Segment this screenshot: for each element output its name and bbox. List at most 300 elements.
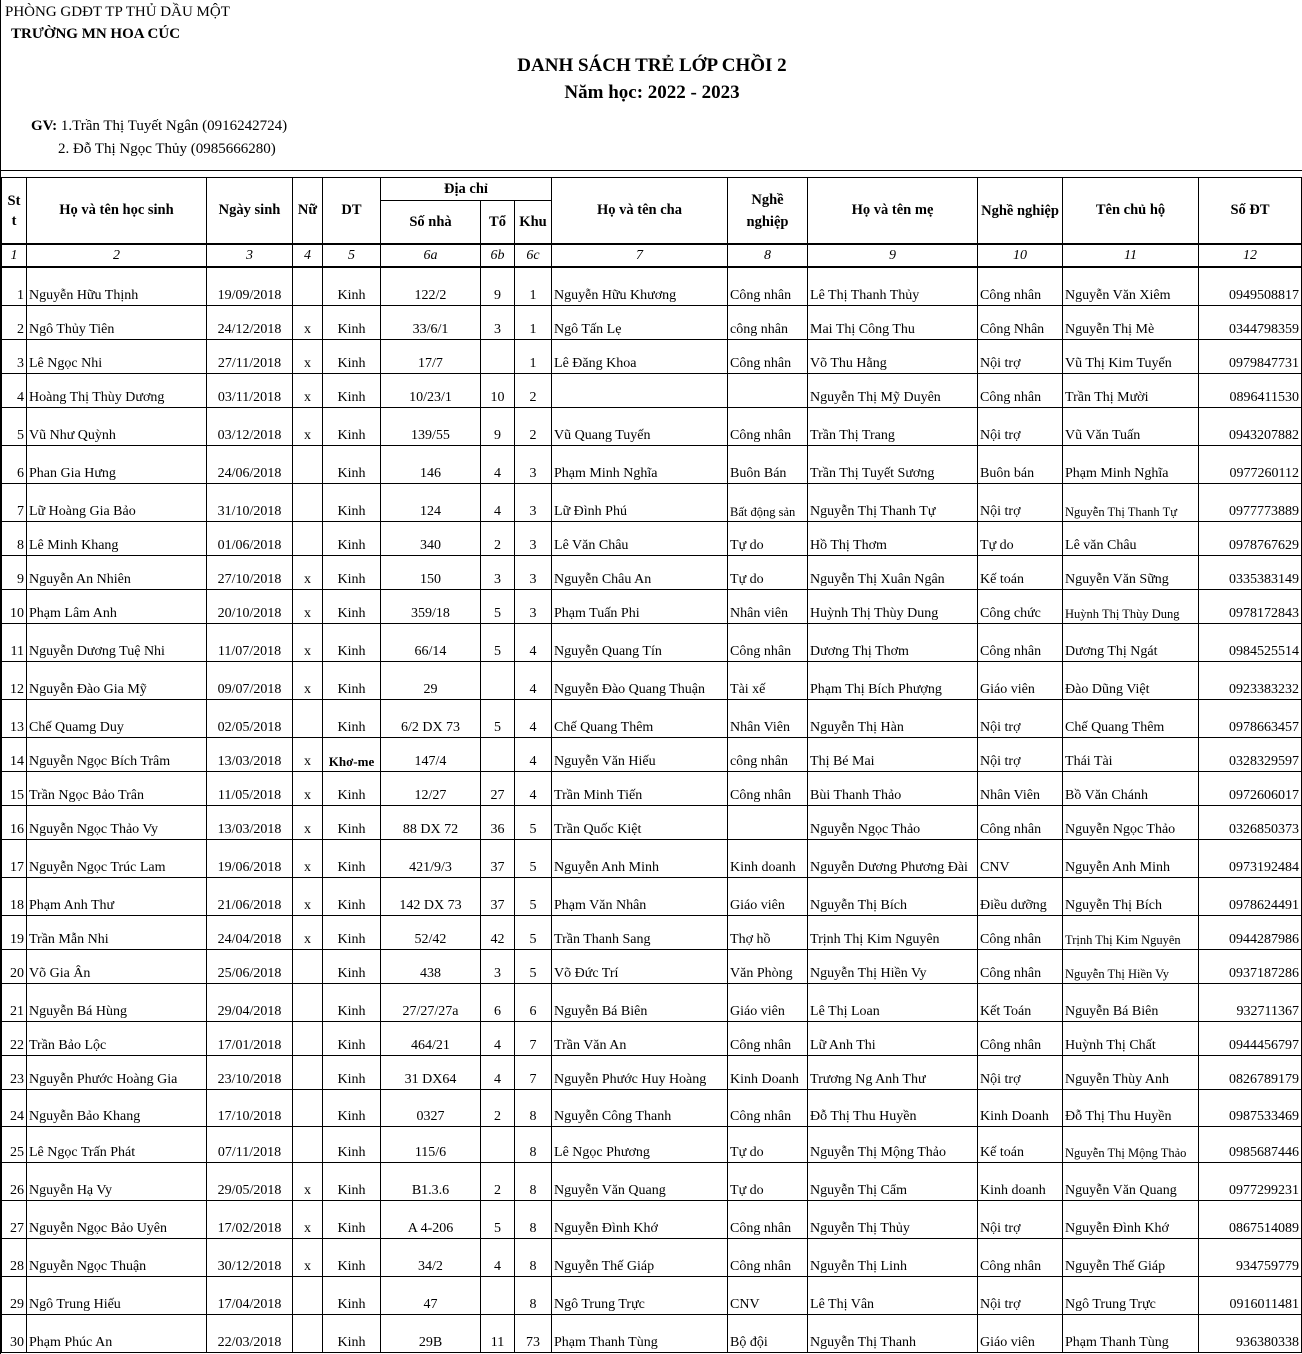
- khu-cell: 3: [515, 483, 552, 521]
- col-mother-job: Nghề nghiệp: [978, 178, 1063, 245]
- father-name-cell: Ngô Tấn Lẹ: [552, 305, 728, 339]
- mother-job-cell: Nội trợ: [978, 699, 1063, 737]
- household-head-cell: Nguyễn Thị Hiền Vy: [1063, 949, 1199, 983]
- khu-cell: 7: [515, 1055, 552, 1089]
- stt-cell: 14: [2, 737, 27, 771]
- father-job-cell: Giáo viên: [728, 877, 808, 915]
- student-name-cell: Nguyễn An Nhiên: [27, 555, 207, 589]
- mother-job-cell: Tự do: [978, 521, 1063, 555]
- student-name-cell: Nguyễn Dương Tuệ Nhi: [27, 623, 207, 661]
- mother-job-cell: Công nhân: [978, 805, 1063, 839]
- dob-cell: 20/10/2018: [207, 589, 293, 623]
- house-number-cell: 88 DX 72: [381, 805, 481, 839]
- mother-name-cell: Trịnh Thị Kim Nguyên: [808, 915, 978, 949]
- student-name-cell: Nguyễn Đào Gia Mỹ: [27, 661, 207, 699]
- house-number-cell: 10/23/1: [381, 373, 481, 407]
- table-row: [2, 305, 1302, 339]
- khu-cell: 2: [515, 407, 552, 445]
- mother-name-cell: Nguyễn Thị Mộng Thảo: [808, 1126, 978, 1162]
- teacher-2: 2. Đỗ Thị Ngọc Thủy (0985666280): [58, 141, 276, 157]
- house-number-cell: 340: [381, 521, 481, 555]
- table-row: [2, 445, 1302, 483]
- phone-cell: 0977773889: [1199, 483, 1302, 521]
- ethnic-cell: Kinh: [323, 805, 381, 839]
- table-row: [2, 1055, 1302, 1089]
- father-job-cell: Tự do: [728, 1126, 808, 1162]
- dob-cell: 13/03/2018: [207, 805, 293, 839]
- father-job-cell: Tự do: [728, 555, 808, 589]
- dob-cell: 17/02/2018: [207, 1200, 293, 1238]
- col-to: Tổ: [481, 201, 515, 245]
- to-cell: 3: [481, 949, 515, 983]
- student-name-cell: Ngô Thủy Tiên: [27, 305, 207, 339]
- household-head-cell: Phạm Thanh Tùng: [1063, 1314, 1199, 1352]
- to-cell: 37: [481, 877, 515, 915]
- house-number-cell: 421/9/3: [381, 839, 481, 877]
- household-head-cell: Vũ Văn Tuấn: [1063, 407, 1199, 445]
- stt-cell: 2: [2, 305, 27, 339]
- father-name-cell: Nguyễn Đình Khớ: [552, 1200, 728, 1238]
- mother-name-cell: Trần Thị Trang: [808, 407, 978, 445]
- student-rows: [2, 267, 1302, 1352]
- mother-name-cell: Nguyễn Dương Phương Đài: [808, 839, 978, 877]
- household-head-cell: Nguyễn Thị Mộng Thảo: [1063, 1126, 1199, 1162]
- father-job-cell: Công nhân: [728, 1238, 808, 1276]
- col-address: Địa chỉ: [381, 178, 552, 201]
- khu-cell: 7: [515, 1021, 552, 1055]
- father-job-cell: Công nhân: [728, 623, 808, 661]
- mother-job-cell: CNV: [978, 839, 1063, 877]
- household-head-cell: Nguyễn Thị Bích: [1063, 877, 1199, 915]
- col-dob: Ngày sinh: [207, 178, 293, 245]
- ethnic-cell: Kinh: [323, 483, 381, 521]
- phone-cell: 932711367: [1199, 983, 1302, 1021]
- mother-job-cell: Nội trợ: [978, 737, 1063, 771]
- table-row: [2, 839, 1302, 877]
- khu-cell: 5: [515, 915, 552, 949]
- mother-job-cell: Nội trợ: [978, 407, 1063, 445]
- female-cell: x: [293, 1200, 323, 1238]
- house-number-cell: 52/42: [381, 915, 481, 949]
- khu-cell: 4: [515, 771, 552, 805]
- female-cell: x: [293, 407, 323, 445]
- to-cell: [481, 339, 515, 373]
- table-row: [2, 1126, 1302, 1162]
- household-head-cell: Nguyễn Văn Xiêm: [1063, 267, 1199, 305]
- dob-cell: 19/09/2018: [207, 267, 293, 305]
- mother-name-cell: Nguyễn Thị Thanh: [808, 1314, 978, 1352]
- dob-cell: 29/05/2018: [207, 1162, 293, 1200]
- household-head-cell: Nguyễn Văn Quang: [1063, 1162, 1199, 1200]
- khu-cell: 3: [515, 521, 552, 555]
- house-number-cell: 115/6: [381, 1126, 481, 1162]
- table-row: [2, 949, 1302, 983]
- household-head-cell: Phạm Minh Nghĩa: [1063, 445, 1199, 483]
- to-cell: [481, 661, 515, 699]
- stt-cell: 23: [2, 1055, 27, 1089]
- stt-cell: 30: [2, 1314, 27, 1352]
- col-female: Nữ: [293, 178, 323, 245]
- khu-cell: 4: [515, 737, 552, 771]
- female-cell: x: [293, 877, 323, 915]
- to-cell: 9: [481, 267, 515, 305]
- mother-job-cell: Công nhân: [978, 623, 1063, 661]
- ethnic-cell: Kinh: [323, 339, 381, 373]
- khu-cell: 2: [515, 373, 552, 407]
- ethnic-cell: Kinh: [323, 699, 381, 737]
- female-cell: [293, 521, 323, 555]
- student-name-cell: Hoàng Thị Thùy Dương: [27, 373, 207, 407]
- stt-cell: 17: [2, 839, 27, 877]
- mother-name-cell: Phạm Thị Bích Phượng: [808, 661, 978, 699]
- column-number: 12: [1199, 244, 1302, 267]
- student-name-cell: Võ Gia Ân: [27, 949, 207, 983]
- table-row: [2, 1200, 1302, 1238]
- female-cell: x: [293, 589, 323, 623]
- student-name-cell: Nguyễn Hạ Vy: [27, 1162, 207, 1200]
- to-cell: 5: [481, 589, 515, 623]
- col-phone: Số ĐT: [1199, 178, 1302, 245]
- house-number-cell: 29: [381, 661, 481, 699]
- col-ethnic: DT: [323, 178, 381, 245]
- column-number: 5: [323, 244, 381, 267]
- stt-cell: 12: [2, 661, 27, 699]
- to-cell: 36: [481, 805, 515, 839]
- mother-name-cell: Nguyễn Ngọc Thảo: [808, 805, 978, 839]
- mother-name-cell: Thị Bé Mai: [808, 737, 978, 771]
- khu-cell: 8: [515, 1126, 552, 1162]
- father-job-cell: Tài xế: [728, 661, 808, 699]
- to-cell: 4: [481, 1021, 515, 1055]
- house-number-cell: B1.3.6: [381, 1162, 481, 1200]
- female-cell: x: [293, 915, 323, 949]
- mother-name-cell: Nguyễn Thị Linh: [808, 1238, 978, 1276]
- student-name-cell: Nguyễn Phước Hoàng Gia: [27, 1055, 207, 1089]
- father-name-cell: Nguyễn Châu An: [552, 555, 728, 589]
- dob-cell: 03/12/2018: [207, 407, 293, 445]
- khu-cell: 8: [515, 1162, 552, 1200]
- mother-job-cell: Điều dưỡng: [978, 877, 1063, 915]
- female-cell: [293, 267, 323, 305]
- ethnic-cell: Kinh: [323, 305, 381, 339]
- stt-cell: 18: [2, 877, 27, 915]
- father-job-cell: Công nhân: [728, 267, 808, 305]
- school-year: Năm học: 2022 - 2023: [564, 82, 740, 103]
- house-number-cell: 29B: [381, 1314, 481, 1352]
- father-job-cell: Công nhân: [728, 1200, 808, 1238]
- to-cell: 42: [481, 915, 515, 949]
- khu-cell: 8: [515, 1238, 552, 1276]
- table-row: [2, 267, 1302, 305]
- column-number-row: [2, 244, 1302, 267]
- female-cell: x: [293, 623, 323, 661]
- phone-cell: 0937187286: [1199, 949, 1302, 983]
- dob-cell: 22/03/2018: [207, 1314, 293, 1352]
- stt-cell: 26: [2, 1162, 27, 1200]
- mother-name-cell: Trương Ng Anh Thư: [808, 1055, 978, 1089]
- phone-cell: 0984525514: [1199, 623, 1302, 661]
- ethnic-cell: Kinh: [323, 1162, 381, 1200]
- khu-cell: 73: [515, 1314, 552, 1352]
- female-cell: x: [293, 1238, 323, 1276]
- teacher-line-1: [31, 118, 287, 135]
- father-name-cell: Lữ Đình Phú: [552, 483, 728, 521]
- stt-cell: 29: [2, 1276, 27, 1314]
- table-row: [2, 737, 1302, 771]
- father-job-cell: Công nhân: [728, 1089, 808, 1126]
- stt-cell: 8: [2, 521, 27, 555]
- ethnic-cell: Kinh: [323, 771, 381, 805]
- house-number-cell: 47: [381, 1276, 481, 1314]
- female-cell: [293, 445, 323, 483]
- father-name-cell: Nguyễn Phước Huy Hoàng: [552, 1055, 728, 1089]
- khu-cell: 3: [515, 445, 552, 483]
- dob-cell: 24/04/2018: [207, 915, 293, 949]
- mother-name-cell: Đỗ Thị Thu Huyền: [808, 1089, 978, 1126]
- father-job-cell: Bất động sản: [728, 483, 808, 521]
- to-cell: 4: [481, 445, 515, 483]
- mother-name-cell: Hồ Thị Thơm: [808, 521, 978, 555]
- table-row: [2, 1238, 1302, 1276]
- ethnic-cell: Kinh: [323, 267, 381, 305]
- to-cell: 11: [481, 1314, 515, 1352]
- stt-cell: 27: [2, 1200, 27, 1238]
- student-name-cell: Ngô Trung Hiếu: [27, 1276, 207, 1314]
- mother-job-cell: Kế toán: [978, 555, 1063, 589]
- household-head-cell: Nguyễn Thị Mè: [1063, 305, 1199, 339]
- stt-cell: 11: [2, 623, 27, 661]
- mother-name-cell: Dương Thị Thơm: [808, 623, 978, 661]
- mother-job-cell: Giáo viên: [978, 1314, 1063, 1352]
- stt-cell: 7: [2, 483, 27, 521]
- phone-cell: 0826789179: [1199, 1055, 1302, 1089]
- mother-job-cell: Kế toán: [978, 1126, 1063, 1162]
- father-name-cell: Phạm Tuấn Phi: [552, 589, 728, 623]
- col-household: Tên chủ hộ: [1063, 178, 1199, 245]
- divider: [1, 170, 1302, 171]
- female-cell: x: [293, 805, 323, 839]
- column-number: 2: [27, 244, 207, 267]
- mother-job-cell: Công nhân: [978, 1238, 1063, 1276]
- khu-cell: 4: [515, 623, 552, 661]
- phone-cell: 0978663457: [1199, 699, 1302, 737]
- student-name-cell: Nguyễn Ngọc Thảo Vy: [27, 805, 207, 839]
- house-number-cell: 27/27/27a: [381, 983, 481, 1021]
- stt-cell: 24: [2, 1089, 27, 1126]
- female-cell: x: [293, 339, 323, 373]
- to-cell: 5: [481, 623, 515, 661]
- phone-cell: 934759779: [1199, 1238, 1302, 1276]
- mother-name-cell: Võ Thu Hằng: [808, 339, 978, 373]
- phone-cell: 0944287986: [1199, 915, 1302, 949]
- female-cell: x: [293, 839, 323, 877]
- father-name-cell: Chế Quang Thêm: [552, 699, 728, 737]
- household-head-cell: Chế Quang Thêm: [1063, 699, 1199, 737]
- father-job-cell: [728, 373, 808, 407]
- father-job-cell: Kinh doanh: [728, 839, 808, 877]
- ethnic-cell: Kinh: [323, 521, 381, 555]
- dob-cell: 21/06/2018: [207, 877, 293, 915]
- father-name-cell: Trần Minh Tiến: [552, 771, 728, 805]
- mother-job-cell: Nội trợ: [978, 1055, 1063, 1089]
- student-name-cell: Nguyễn Ngọc Bích Trâm: [27, 737, 207, 771]
- table-row: [2, 877, 1302, 915]
- khu-cell: 8: [515, 1276, 552, 1314]
- house-number-cell: 12/27: [381, 771, 481, 805]
- dob-cell: 02/05/2018: [207, 699, 293, 737]
- mother-name-cell: Nguyễn Thị Thủy: [808, 1200, 978, 1238]
- col-father-job: Nghề nghiệp: [728, 178, 808, 245]
- khu-cell: 1: [515, 267, 552, 305]
- father-name-cell: Trần Văn An: [552, 1021, 728, 1055]
- house-number-cell: 139/55: [381, 407, 481, 445]
- father-name-cell: Nguyễn Công Thanh: [552, 1089, 728, 1126]
- khu-cell: 8: [515, 1200, 552, 1238]
- ethnic-cell: Kinh: [323, 373, 381, 407]
- house-number-cell: 146: [381, 445, 481, 483]
- khu-cell: 8: [515, 1089, 552, 1126]
- student-name-cell: Chế Quamg Duy: [27, 699, 207, 737]
- to-cell: 5: [481, 1200, 515, 1238]
- dob-cell: 29/04/2018: [207, 983, 293, 1021]
- father-job-cell: Bộ đội: [728, 1314, 808, 1352]
- dob-cell: 19/06/2018: [207, 839, 293, 877]
- to-cell: 27: [481, 771, 515, 805]
- female-cell: x: [293, 661, 323, 699]
- female-cell: [293, 1089, 323, 1126]
- household-head-cell: Thái Tài: [1063, 737, 1199, 771]
- father-name-cell: [552, 373, 728, 407]
- mother-job-cell: Kinh Doanh: [978, 1089, 1063, 1126]
- mother-name-cell: Bùi Thanh Thảo: [808, 771, 978, 805]
- father-job-cell: Buôn Bán: [728, 445, 808, 483]
- father-job-cell: Công nhân: [728, 407, 808, 445]
- household-head-cell: Nguyễn Ngọc Thảo: [1063, 805, 1199, 839]
- father-name-cell: Nguyễn Hữu Khương: [552, 267, 728, 305]
- household-head-cell: Trần Thị Mười: [1063, 373, 1199, 407]
- father-name-cell: Lê Văn Châu: [552, 521, 728, 555]
- ethnic-cell: Kinh: [323, 877, 381, 915]
- dob-cell: 01/06/2018: [207, 521, 293, 555]
- column-number: 4: [293, 244, 323, 267]
- to-cell: 9: [481, 407, 515, 445]
- female-cell: x: [293, 555, 323, 589]
- dob-cell: 30/12/2018: [207, 1238, 293, 1276]
- student-name-cell: Lê Ngọc Trấn Phát: [27, 1126, 207, 1162]
- phone-cell: 0977260112: [1199, 445, 1302, 483]
- stt-cell: 4: [2, 373, 27, 407]
- phone-cell: 0985687446: [1199, 1126, 1302, 1162]
- ethnic-cell: Kinh: [323, 661, 381, 699]
- house-number-cell: 464/21: [381, 1021, 481, 1055]
- female-cell: x: [293, 737, 323, 771]
- father-name-cell: Lê Đăng Khoa: [552, 339, 728, 373]
- dob-cell: 25/06/2018: [207, 949, 293, 983]
- household-head-cell: Huỳnh Thị Thùy Dung: [1063, 589, 1199, 623]
- column-number: 3: [207, 244, 293, 267]
- father-job-cell: Kinh Doanh: [728, 1055, 808, 1089]
- student-name-cell: Vũ Như Quỳnh: [27, 407, 207, 445]
- house-number-cell: A 4-206: [381, 1200, 481, 1238]
- household-head-cell: Đào Dũng Việt: [1063, 661, 1199, 699]
- ethnic-cell: Kinh: [323, 1126, 381, 1162]
- father-name-cell: Trần Quốc Kiệt: [552, 805, 728, 839]
- father-job-cell: CNV: [728, 1276, 808, 1314]
- khu-cell: 3: [515, 555, 552, 589]
- household-head-cell: Bồ Văn Chánh: [1063, 771, 1199, 805]
- mother-name-cell: Lê Thị Thanh Thủy: [808, 267, 978, 305]
- mother-job-cell: Công Nhân: [978, 305, 1063, 339]
- table-row: [2, 661, 1302, 699]
- mother-job-cell: Buôn bán: [978, 445, 1063, 483]
- stt-cell: 16: [2, 805, 27, 839]
- dob-cell: 09/07/2018: [207, 661, 293, 699]
- dob-cell: 24/12/2018: [207, 305, 293, 339]
- stt-cell: 3: [2, 339, 27, 373]
- phone-cell: 0978767629: [1199, 521, 1302, 555]
- student-name-cell: Nguyễn Ngọc Thuận: [27, 1238, 207, 1276]
- stt-cell: 13: [2, 699, 27, 737]
- to-cell: 2: [481, 1162, 515, 1200]
- mother-job-cell: Kết Toán: [978, 983, 1063, 1021]
- student-name-cell: Nguyễn Hữu Thịnh: [27, 267, 207, 305]
- stt-cell: 19: [2, 915, 27, 949]
- khu-cell: 3: [515, 589, 552, 623]
- mother-name-cell: Nguyễn Thị Thanh Tự: [808, 483, 978, 521]
- house-number-cell: 0327: [381, 1089, 481, 1126]
- phone-cell: 0923383232: [1199, 661, 1302, 699]
- mother-name-cell: Nguyễn Thị Cẩm: [808, 1162, 978, 1200]
- house-number-cell: 142 DX 73: [381, 877, 481, 915]
- father-job-cell: Công nhân: [728, 771, 808, 805]
- father-name-cell: Nguyễn Anh Minh: [552, 839, 728, 877]
- column-number: 1: [2, 244, 27, 267]
- to-cell: [481, 1126, 515, 1162]
- ethnic-cell: Kinh: [323, 589, 381, 623]
- column-number: 7: [552, 244, 728, 267]
- col-house: Số nhà: [381, 201, 481, 245]
- father-job-cell: Công nhân: [728, 339, 808, 373]
- household-head-cell: Đỗ Thị Thu Huyền: [1063, 1089, 1199, 1126]
- stt-cell: 1: [2, 267, 27, 305]
- dob-cell: 07/11/2018: [207, 1126, 293, 1162]
- mother-job-cell: Công nhân: [978, 1021, 1063, 1055]
- student-name-cell: Nguyễn Ngọc Trúc Lam: [27, 839, 207, 877]
- table-row: [2, 339, 1302, 373]
- ethnic-cell: Kinh: [323, 1089, 381, 1126]
- phone-cell: 0978624491: [1199, 877, 1302, 915]
- col-name: Họ và tên học sinh: [27, 178, 207, 245]
- household-head-cell: Nguyễn Thị Thanh Tự: [1063, 483, 1199, 521]
- mother-name-cell: Nguyễn Thị Hàn: [808, 699, 978, 737]
- phone-cell: 0949508817: [1199, 267, 1302, 305]
- table-row: [2, 373, 1302, 407]
- phone-cell: 0916011481: [1199, 1276, 1302, 1314]
- school-name: TRƯỜNG MN HOA CÚC: [11, 26, 181, 42]
- dob-cell: 31/10/2018: [207, 483, 293, 521]
- father-job-cell: Giáo viên: [728, 983, 808, 1021]
- ethnic-cell: Khơ-me: [323, 737, 381, 771]
- female-cell: [293, 1314, 323, 1352]
- to-cell: [481, 737, 515, 771]
- phone-cell: 0979847731: [1199, 339, 1302, 373]
- father-name-cell: Nguyễn Thế Giáp: [552, 1238, 728, 1276]
- household-head-cell: Ngô Trung Trực: [1063, 1276, 1199, 1314]
- column-number: 11: [1063, 244, 1199, 267]
- dob-cell: 27/11/2018: [207, 339, 293, 373]
- khu-cell: 4: [515, 661, 552, 699]
- table-row: [2, 771, 1302, 805]
